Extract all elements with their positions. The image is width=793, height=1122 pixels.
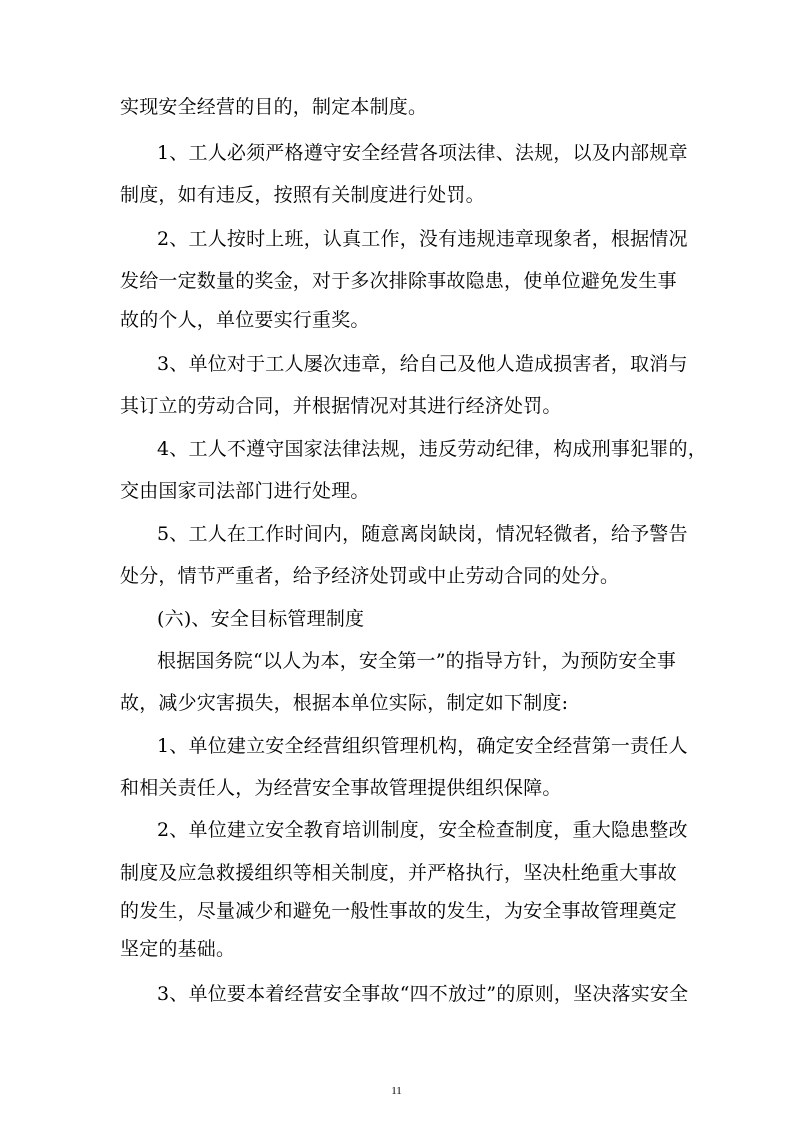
text-line-14: 根据国务院“以人为本，安全第一”的指导方针，为预防安全事: [157, 650, 677, 672]
text-line-11: 5、工人在工作时间内，随意离岗缺岗，情况轻微者，给予警告: [157, 523, 688, 545]
text-line-16: 1、单位建立安全经营组织管理机构，确定安全经营第一责任人: [157, 735, 688, 757]
text-line-21: 坚定的基础。: [120, 938, 236, 960]
text-line-5: 发给一定数量的奖金，对于多次排除事故隐患，使单位避免发生事: [120, 270, 677, 292]
text-line-3: 制度，如有违反，按照有关制度进行处罚。: [120, 184, 485, 206]
text-line-22: 3、单位要本着经营安全事故“四不放过”的原则，坚决落实安全: [157, 983, 689, 1005]
text-line-17: 和相关责任人，为经营安全事故管理提供组织保障。: [120, 777, 562, 799]
text-line-9: 4、工人不遵守国家法律法规，违反劳动纪律，构成刑事犯罪的，: [157, 438, 707, 460]
text-line-1: 实现安全经营的目的，制定本制度。: [120, 96, 428, 118]
page-number: 11: [391, 1085, 402, 1097]
text-line-10: 交由国家司法部门进行处理。: [120, 480, 370, 502]
text-line-8: 其订立的劳动合同，并根据情况对其进行经济处罚。: [120, 395, 562, 417]
text-line-20: 的发生，尽量减少和避免一般性事故的发生，为安全事故管理奠定: [120, 900, 677, 922]
text-line-18: 2、单位建立安全教育培训制度，安全检查制度，重大隐患整改: [157, 819, 688, 841]
text-line-6: 故的个人，单位要实行重奖。: [120, 309, 370, 331]
text-line-2: 1、工人必须严格遵守安全经营各项法律、法规，以及内部规章: [157, 142, 688, 164]
section-heading: (六)、安全目标管理制度: [157, 608, 365, 630]
text-line-15: 故，减少灾害损失，根据本单位实际，制定如下制度:: [120, 692, 569, 714]
text-line-4: 2、工人按时上班，认真工作，没有违规违章现象者，根据情况: [157, 228, 688, 250]
text-line-12: 处分，情节严重者，给予经济处罚或中止劳动合同的处分。: [120, 565, 620, 587]
text-line-19: 制度及应急救援组织等相关制度，并严格执行，坚决杜绝重大事故: [120, 862, 677, 884]
text-line-7: 3、单位对于工人屡次违章，给自己及他人造成损害者，取消与: [157, 353, 688, 375]
